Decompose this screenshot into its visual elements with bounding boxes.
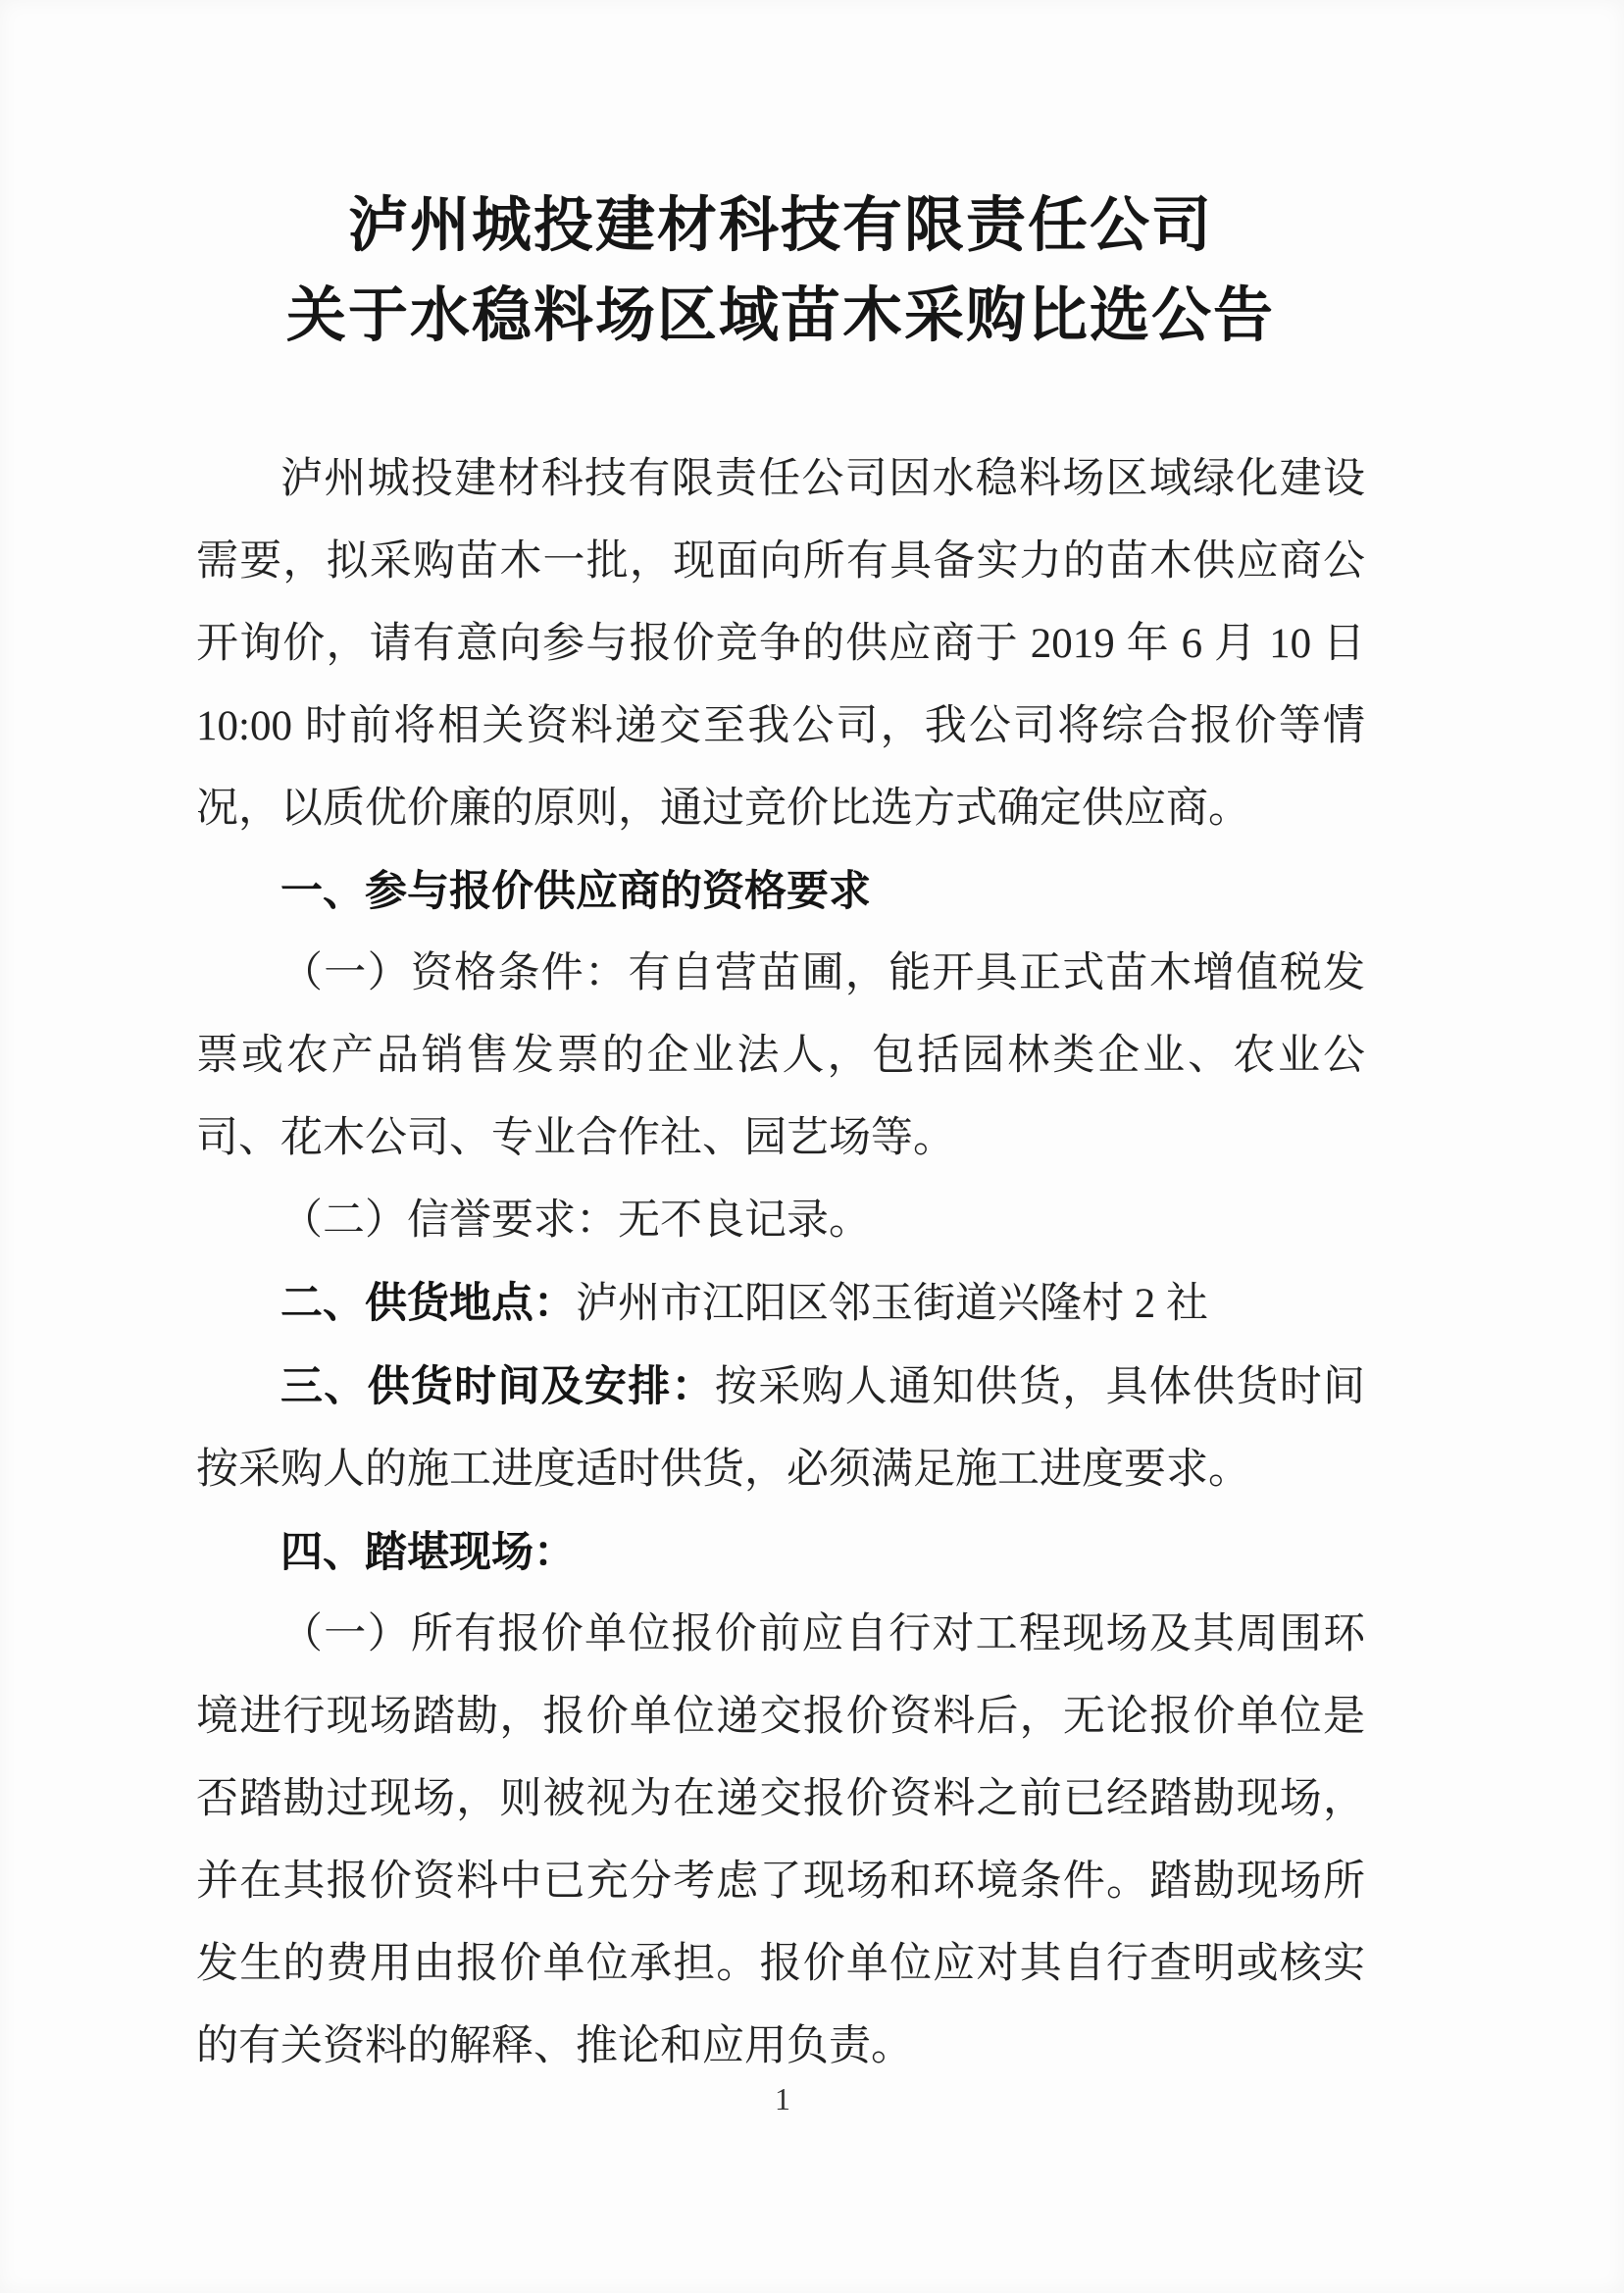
section-1-item-1 <box>196 933 1365 1180</box>
section-1-item-2-text: （二）信誉要求：无不良记录。 <box>280 1197 871 1244</box>
document-title <box>196 181 1365 362</box>
intro-text: 泸州城投建材科技有限责任公司因水稳料场区域绿化建设需要，拟采购苗木一批，现面向所有具备实力的苗木供应商公开询价，请有意向参与报价竞争的供应商于 2019 年 6 月 10 日 10:00 时前将相关资料递交至我公司，我公司将综合报价等情况，以质优价廉的原则，通过竞价比选方式确定供应商。 <box>196 456 1365 832</box>
section-1-heading-text: 一、参与报价供应商的资格要求 <box>280 868 871 915</box>
section-3-label: 三、供货时间及安排： <box>280 1363 715 1410</box>
section-2-label: 二、供货地点： <box>280 1280 576 1327</box>
document-body <box>196 438 1365 2088</box>
section-4-heading <box>196 1511 1365 1594</box>
section-4-item-1 <box>196 1594 1365 2088</box>
section-1-item-1-text: （一）资格条件：有自营苗圃，能开具正式苗木增值税发票或农产品销售发票的企业法人，包括园林类企业、农业公司、花木公司、专业合作社、园艺场等。 <box>196 950 1365 1161</box>
title-line-1: 泸州城投建材科技有限责任公司 <box>347 193 1213 259</box>
section-2-line <box>196 1262 1365 1346</box>
intro-paragraph <box>196 438 1365 850</box>
section-3-line <box>196 1346 1365 1511</box>
page-number: 1 <box>775 2081 790 2116</box>
document-content <box>196 181 1365 2088</box>
section-4-heading-text: 四、踏堪现场： <box>280 1529 576 1576</box>
section-3-text: 按采购人通知供货，具体供货时间按采购人的施工进度适时供货，必须满足施工进度要求。 <box>196 1364 1366 1493</box>
section-1-heading <box>196 850 1365 933</box>
section-2-text: 泸州市江阳区邻玉街道兴隆村 2 社 <box>576 1281 1208 1327</box>
title-line-2: 关于水稳料场区域苗木采购比选公告 <box>285 283 1275 349</box>
section-4-item-1-text: （一）所有报价单位报价前应自行对工程现场及其周围环境进行现场踏勘，报价单位递交报价资料后，无论报价单位是否踏勘过现场，则被视为在递交报价资料之前已经踏勘现场，并在其报价资料中已充分考虑了现场和环境条件。踏勘现场所发生的费用由报价单位承担。报价单位应对其自行查明或核实的有关资料的解释、推论和应用负责。 <box>196 1611 1365 2069</box>
section-1-item-2 <box>196 1180 1365 1262</box>
